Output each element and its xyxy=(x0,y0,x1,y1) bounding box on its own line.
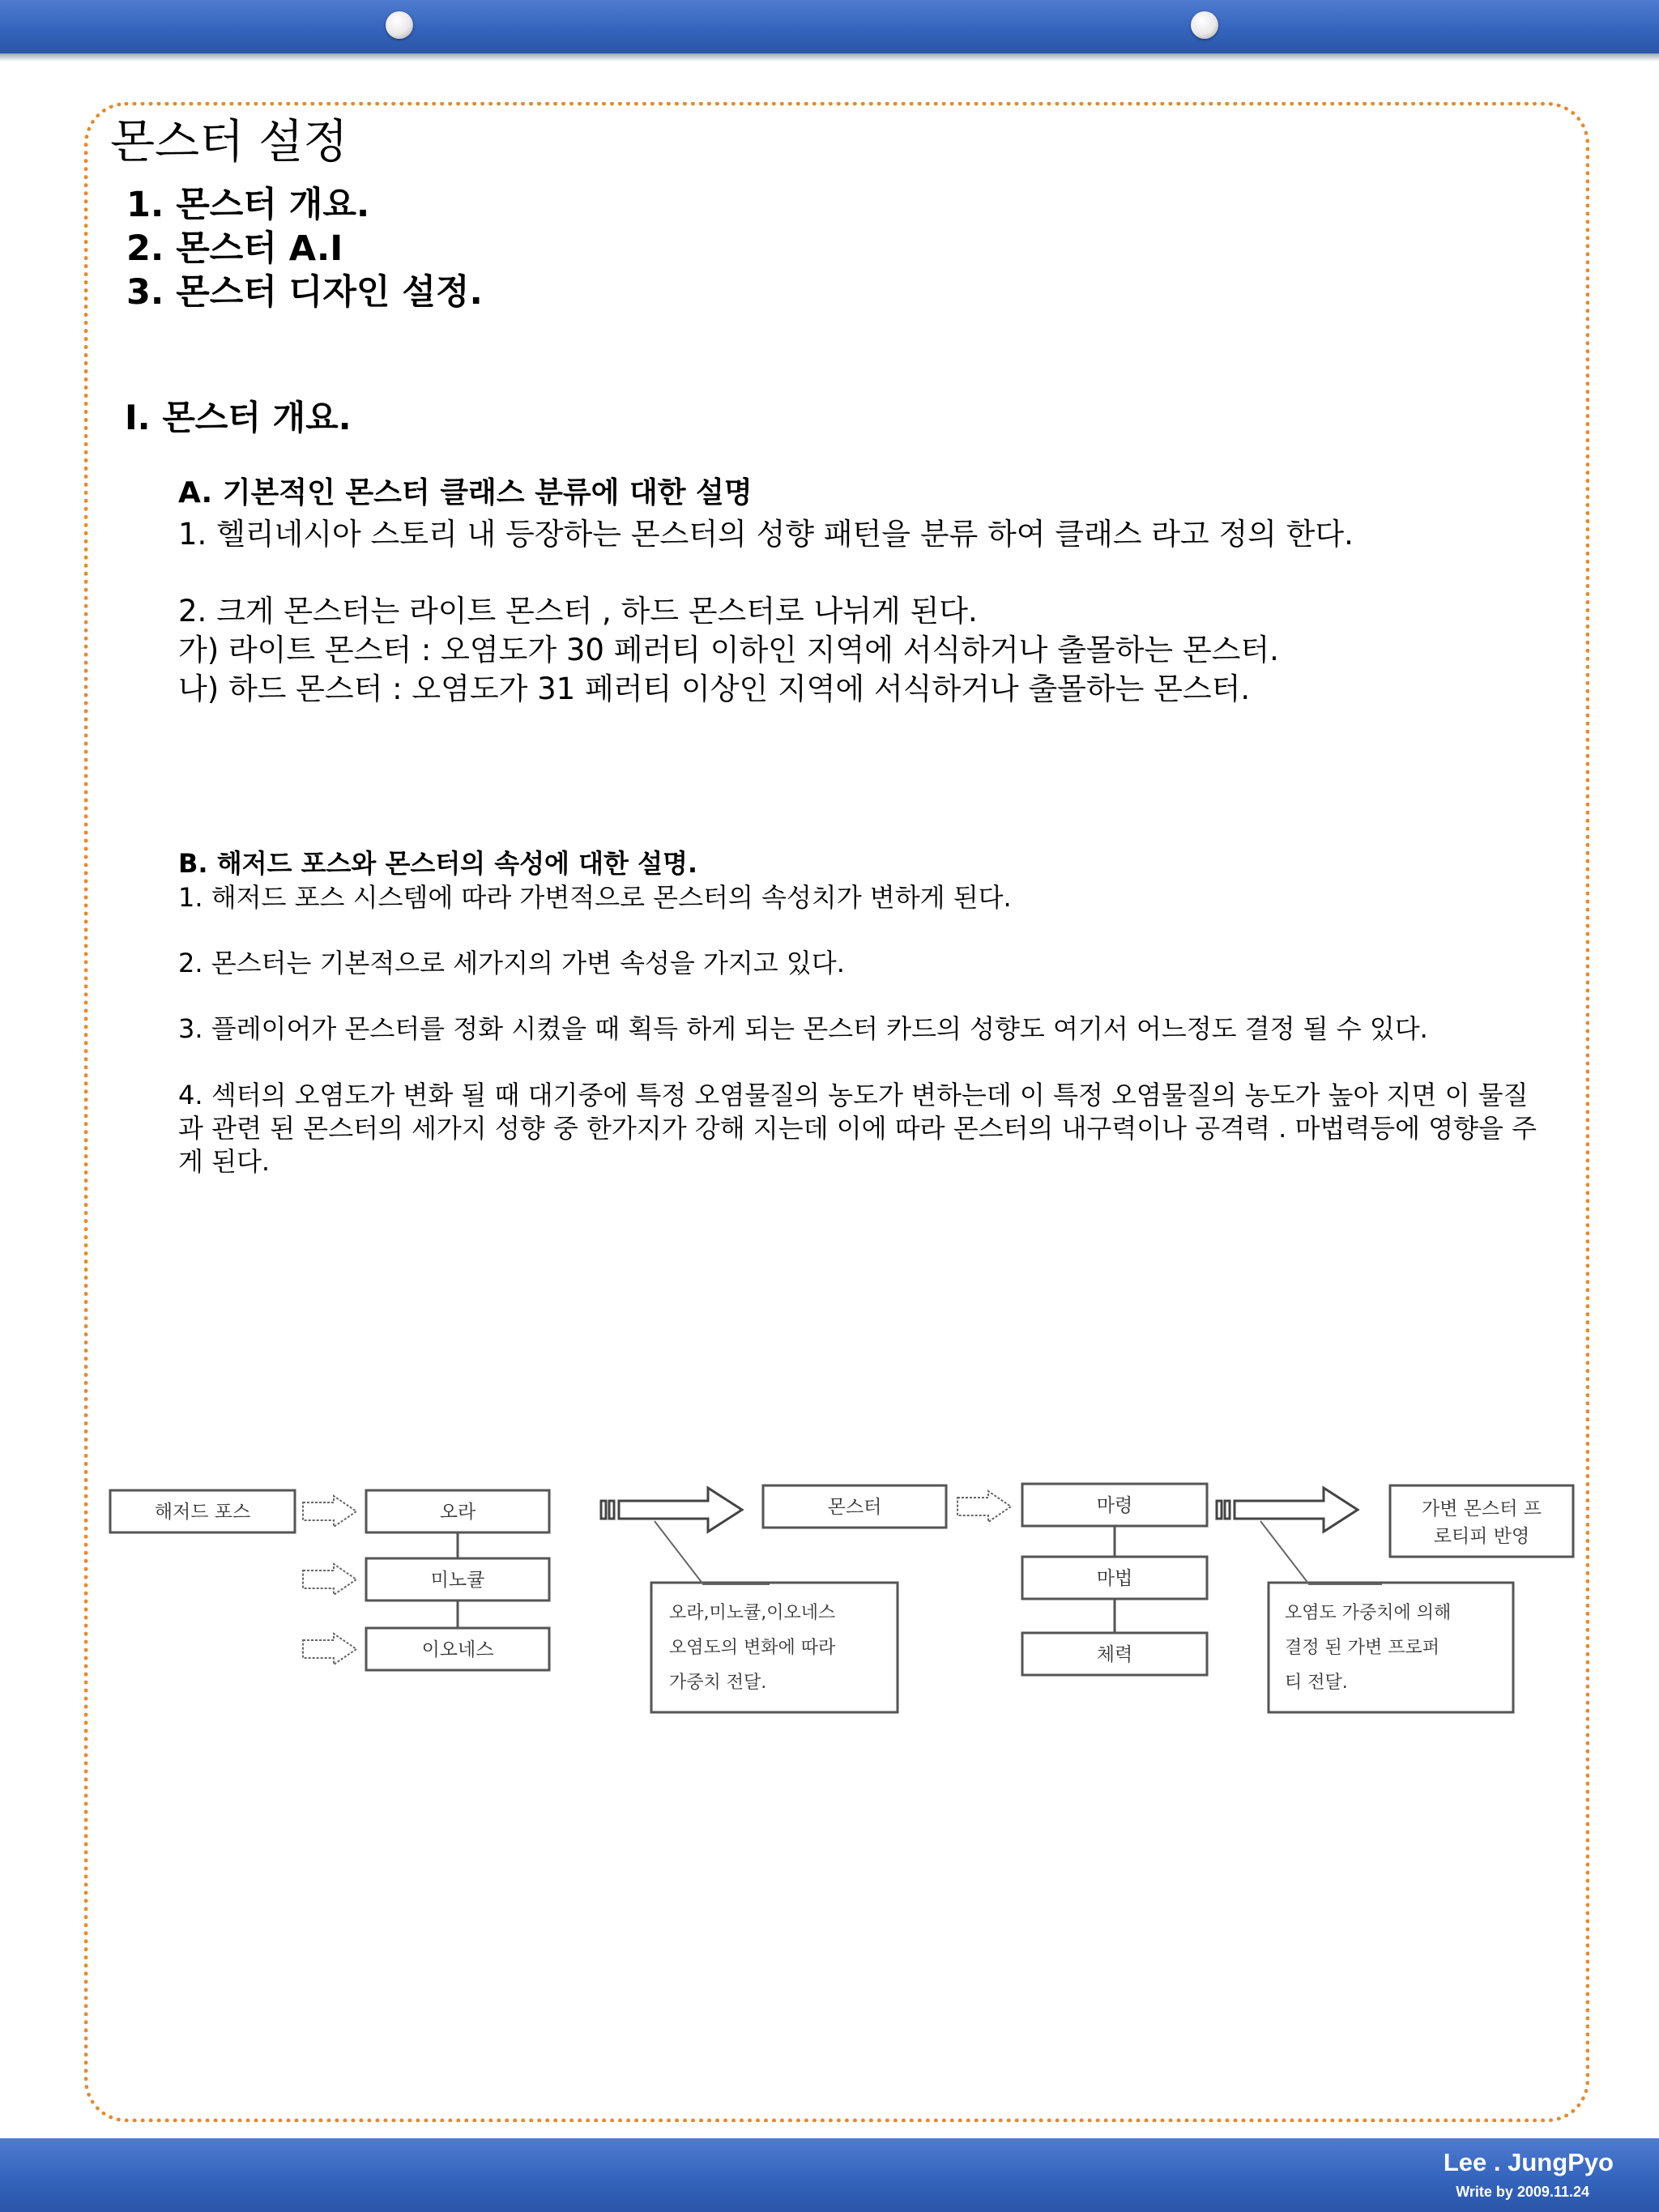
label-ionesse: 이오네스 xyxy=(421,1639,494,1660)
toc-item: 1. 몬스터 개요. xyxy=(126,185,370,225)
page-title: 몬스터 설정 xyxy=(110,115,348,168)
arrow-icon xyxy=(303,1634,356,1664)
subsection-b-p2: 2. 몬스터는 기본적으로 세가지의 가변 속성을 가지고 있다. xyxy=(178,948,845,978)
footer-date: Write by 2009.11.24 xyxy=(1456,2184,1589,2200)
subsection-a-p3: 가) 라이트 몬스터 : 오염도가 30 페러티 이하인 지역에 서식하거나 출몰하는 몬스터. xyxy=(178,633,1279,667)
subsection-a-p2: 2. 크게 몬스터는 라이트 몬스터 , 하드 몬스터로 나뉘게 된다. xyxy=(178,594,978,629)
subsection-b-p1: 1. 해저드 포스 시스템에 따라 가변적으로 몬스터의 속성치가 변하게 된다. xyxy=(178,882,1012,913)
toc-item: 2. 몬스터 A.I xyxy=(126,228,343,269)
label-variable-1: 가변 몬스터 프 xyxy=(1422,1498,1542,1519)
label-attack: 마령 xyxy=(1096,1495,1133,1516)
arrow-icon xyxy=(303,1496,356,1527)
big-arrow-icon xyxy=(1235,1488,1358,1532)
footer-author: Lee . JungPyo xyxy=(1443,2148,1614,2176)
callout-1-line: 가중치 전달. xyxy=(669,1673,767,1693)
label-stamina: 체력 xyxy=(1096,1644,1133,1665)
subsection-a-heading: A. 기본적인 몬스터 클래스 분류에 대한 설명 xyxy=(178,476,753,509)
arrow-icon xyxy=(957,1491,1011,1522)
label-aura: 오라 xyxy=(439,1502,476,1523)
label-minokyul: 미노큘 xyxy=(430,1570,485,1591)
arrow-icon xyxy=(303,1564,356,1595)
callout-2-line: 결정 된 가변 프로퍼 xyxy=(1285,1638,1439,1658)
subsection-a-p1: 1. 헬리네시아 스토리 내 등장하는 몬스터의 성향 패턴을 분류 하여 클래스 라고 정의 한다. xyxy=(178,517,1354,552)
subsection-b-p4: 4. 섹터의 오염도가 변화 될 때 대기중에 특정 오염물질의 농도가 변하는데 이 특정 오염물질의 농도가 높아 지면 이 물질과 관련 된 몬스터의 세가지 성향 중 한가지가 강해 지는데 이에 따라 몬스터의 내구력이나 공격력 . 마법력등에 영향을 주게 된다. xyxy=(178,1080,1537,1177)
subsection-b-heading: B. 해저드 포스와 몬스터의 속성에 대한 설명. xyxy=(178,848,698,879)
subsection-b-p3: 3. 플레이어가 몬스터를 정화 시켰을 때 획득 하게 되는 몬스터 카드의 성향도 여기서 어느정도 결정 될 수 있다. xyxy=(178,1013,1428,1044)
label-monster: 몬스터 xyxy=(827,1497,882,1518)
label-magic: 마법 xyxy=(1096,1568,1133,1589)
callout-1-line: 오염도의 변화에 따라 xyxy=(669,1638,836,1658)
subsection-a-p4: 나) 하드 몬스터 : 오염도가 31 페러티 이상인 지역에 서식하거나 출몰하는 몬스터. xyxy=(178,671,1251,706)
callout-2-line: 오염도 가중치에 의해 xyxy=(1285,1603,1452,1623)
label-hazard-force: 해저드 포스 xyxy=(154,1502,251,1523)
section-heading: I. 몬스터 개요. xyxy=(125,398,352,437)
callout-1-line: 오라,미노큘,이오네스 xyxy=(669,1603,836,1623)
big-arrow-icon xyxy=(619,1488,742,1532)
label-variable-2: 로티피 반영 xyxy=(1433,1526,1530,1547)
callout-2-line: 티 전달. xyxy=(1285,1673,1348,1693)
toc-item: 3. 몬스터 디자인 설정. xyxy=(126,272,483,313)
footer-banner xyxy=(0,2138,1659,2212)
